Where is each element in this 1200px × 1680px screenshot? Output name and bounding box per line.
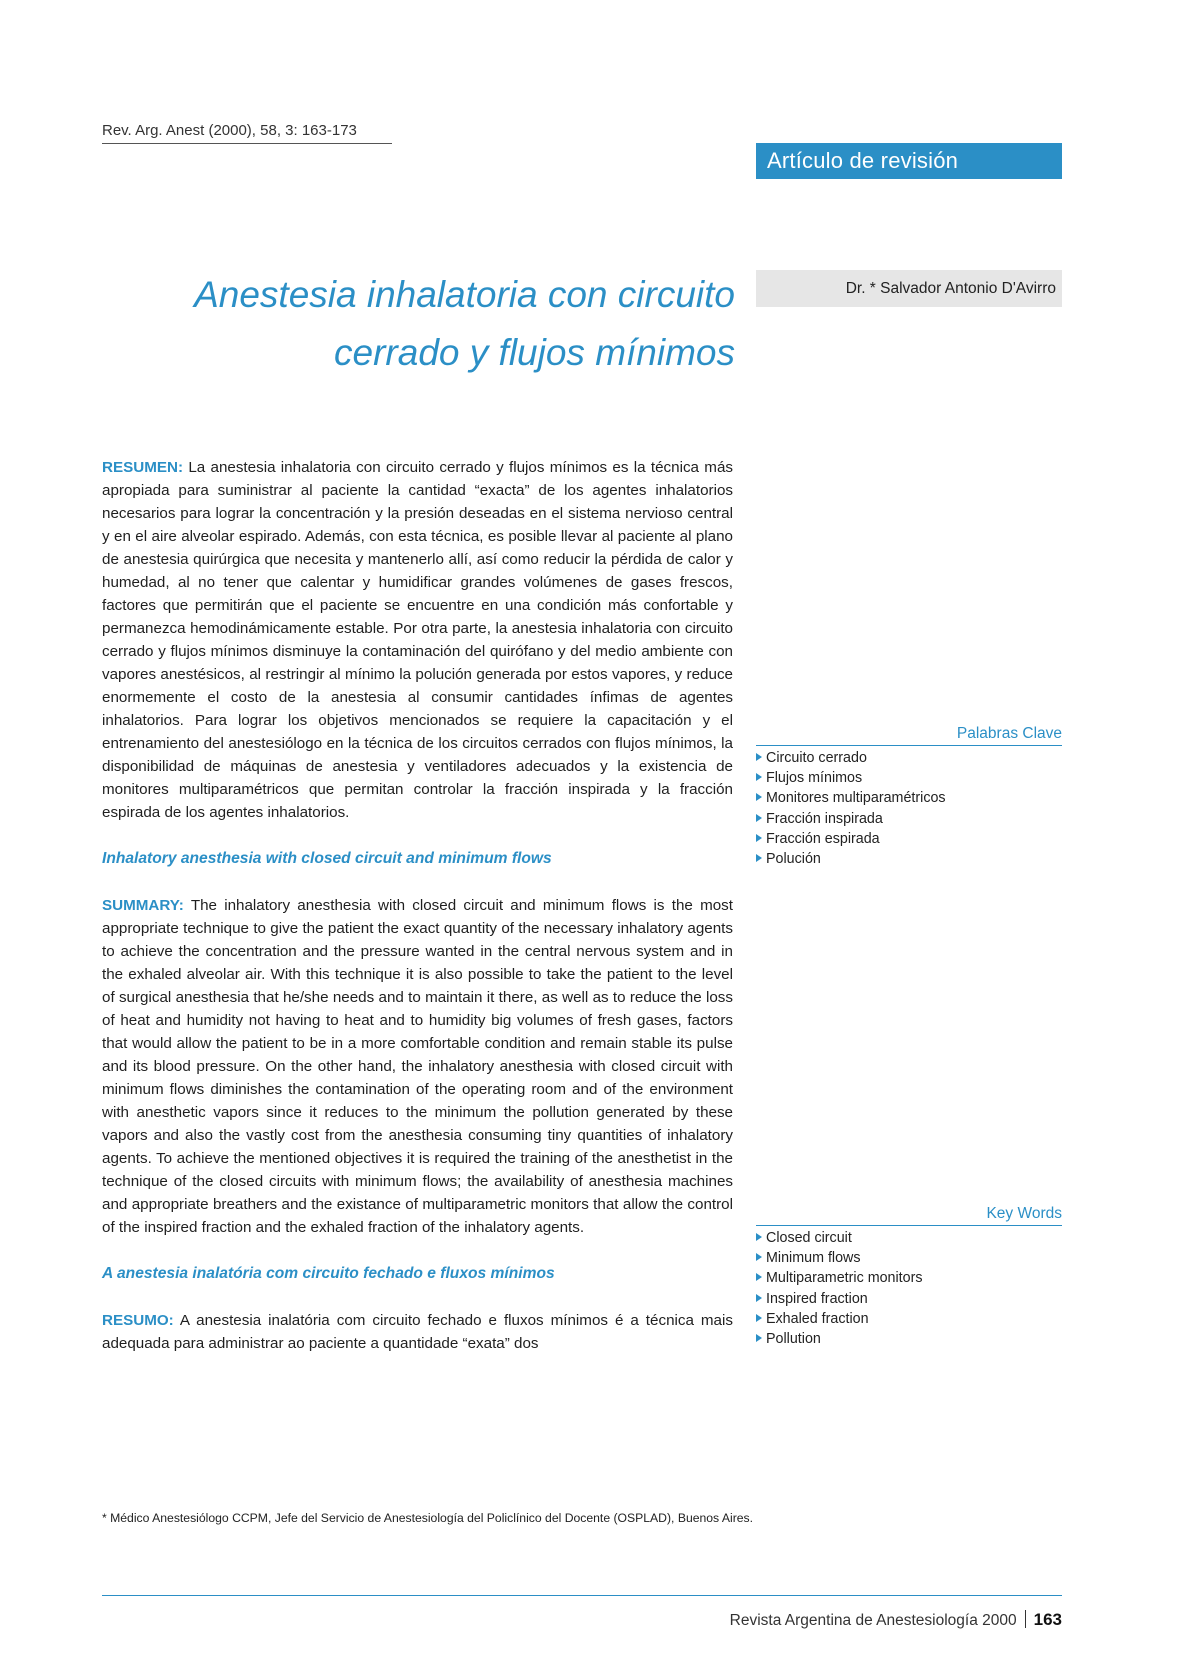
resumo-label: RESUMO: [102,1312,174,1329]
keyword-item: Polución [756,849,1062,869]
keyword-item: Flujos mínimos [756,768,1062,788]
bullet-triangle-icon [756,854,762,862]
page-number: 163 [1033,1610,1062,1629]
bullet-triangle-icon [756,1334,762,1342]
keywords-en-list [756,1228,1062,1349]
keyword-item: Pollution [756,1329,1062,1349]
keyword-item: Monitores multiparamétricos [756,788,1062,808]
footer-rule [102,1595,1062,1596]
citation: Rev. Arg. Anest (2000), 58, 3: 163-173 [102,122,392,144]
keywords-es-title: Palabras Clave [756,724,1062,746]
summary-label: SUMMARY: [102,897,184,914]
keyword-item: Circuito cerrado [756,748,1062,768]
abstract-en [102,894,733,1239]
article-title [110,266,735,382]
bullet-triangle-icon [756,1233,762,1241]
keyword-item: Minimum flows [756,1248,1062,1268]
abstract-column [102,456,733,1355]
keyword-item: Closed circuit [756,1228,1062,1248]
bullet-triangle-icon [756,834,762,842]
keyword-item: Fracción inspirada [756,809,1062,829]
footnote: * Médico Anestesiólogo CCPM, Jefe del Servicio de Anestesiología del Policlínico del Docente (OSPLAD), Buenos Aires. [102,1511,754,1525]
bullet-triangle-icon [756,793,762,801]
bullet-triangle-icon [756,1273,762,1281]
author: Dr. * Salvador Antonio D'Avirro [756,270,1062,307]
bullet-triangle-icon [756,1253,762,1261]
footer-separator [1025,1610,1026,1628]
title-line-1: Anestesia inhalatoria con circuito [194,274,735,315]
resumen-text: La anestesia inhalatoria con circuito cerrado y flujos mínimos es la técnica más apropiada para suministrar al paciente la cantidad “exacta” de los agentes inhalatorios necesarios para lograr la concentración y la presión deseadas en el sistema nervioso central y en el aire alveolar espirado. Además, con esta técnica, es posible llevar al paciente al plano de anestesia quirúrgica que necesita y mantenerlo allí, así como reducir la pérdida de calor y humedad, al no tener que calentar y humidificar grandes volúmenes de gases frescos, factores que permitirán que el paciente se encuentre en una condición más confortable y permanezca hemodinámicamente estable. Por otra parte, la anestesia inhalatoria con circuito cerrado y flujos mínimos disminuye la contaminación del quirófano y del medio ambiente con vapores anestésicos, al restringir al mínimo la polución generada por estos vapores, y reduce enormemente el costo de la anestesia al consumir cantidades ínfimas de agentes inhalatorios. Para lograr los objetivos mencionados se requiere la capacitación y el entrenamiento del anestesiólogo en la técnica de los circuitos cerrados con flujos mínimos, la disponibilidad de máquinas de anestesia y ventiladores adecuados y la existencia de monitores multiparamétricos que permitan controlar la fracción inspirada y la fracción espirada de los agentes inhalatorios. [102,459,733,821]
keywords-en-title: Key Words [756,1204,1062,1226]
keyword-item: Inspired fraction [756,1289,1062,1309]
resumen-label: RESUMEN: [102,459,184,476]
keywords-en-block [756,1204,1062,1349]
summary-text: The inhalatory anesthesia with closed circuit and minimum flows is the most appropriate technique to give the patient the exact quantity of the necessary inhalatory agents to achieve the concentration and the pressure wanted in the central nervous system and in the exhaled alveolar air. With this technique it is also possible to take the patient to the level of surgical anesthesia that he/she needs and to maintain it there, as well as to reduce the loss of heat and humidity not having to heat and to humidity big volumes of fresh gases, factors that would allow the patient to be in a more comfortable condition and remain stable its pulse and its blood pressure. On the other hand, the inhalatory anesthesia with closed circuit with minimum flows diminishes the contamination of the operating room and of the environment with anesthetic vapors since it reduces to the minimum the pollution generated by these vapors and also the vastly cost from the anesthesia consuming tiny quantities of inhalatory agents. To achieve the mentioned objectives it is required the training of the anesthetist in the technique of the closed circuits with minimum flows; the availability of anesthesia machines and appropriate breathers and the existance of multiparametric monitors that allow the control of the inspired fraction and the exhaled fraction of the inhalatory agents. [102,897,733,1236]
bullet-triangle-icon [756,753,762,761]
keywords-es-list [756,748,1062,869]
bullet-triangle-icon [756,1314,762,1322]
journal-name: Revista Argentina de Anestesiología 2000 [729,1612,1017,1629]
page-footer [102,1610,1062,1630]
keyword-item: Fracción espirada [756,829,1062,849]
abstract-pt-title: A anestesia inalatória com circuito fechado e fluxos mínimos [102,1265,555,1282]
bullet-triangle-icon [756,814,762,822]
keyword-item: Multiparametric monitors [756,1268,1062,1288]
abstract-en-title: Inhalatory anesthesia with closed circuit and minimum flows [102,850,552,867]
title-line-2: cerrado y flujos mínimos [334,332,735,373]
bullet-triangle-icon [756,773,762,781]
abstract-es [102,456,733,824]
resumo-text: A anestesia inalatória com circuito fechado e fluxos mínimos é a técnica mais adequada para administrar ao paciente a quantidade “exata” dos [102,1312,733,1352]
keyword-item: Exhaled fraction [756,1309,1062,1329]
section-tag: Artículo de revisión [756,143,1062,179]
abstract-pt [102,1309,733,1355]
bullet-triangle-icon [756,1294,762,1302]
keywords-es-block [756,724,1062,869]
